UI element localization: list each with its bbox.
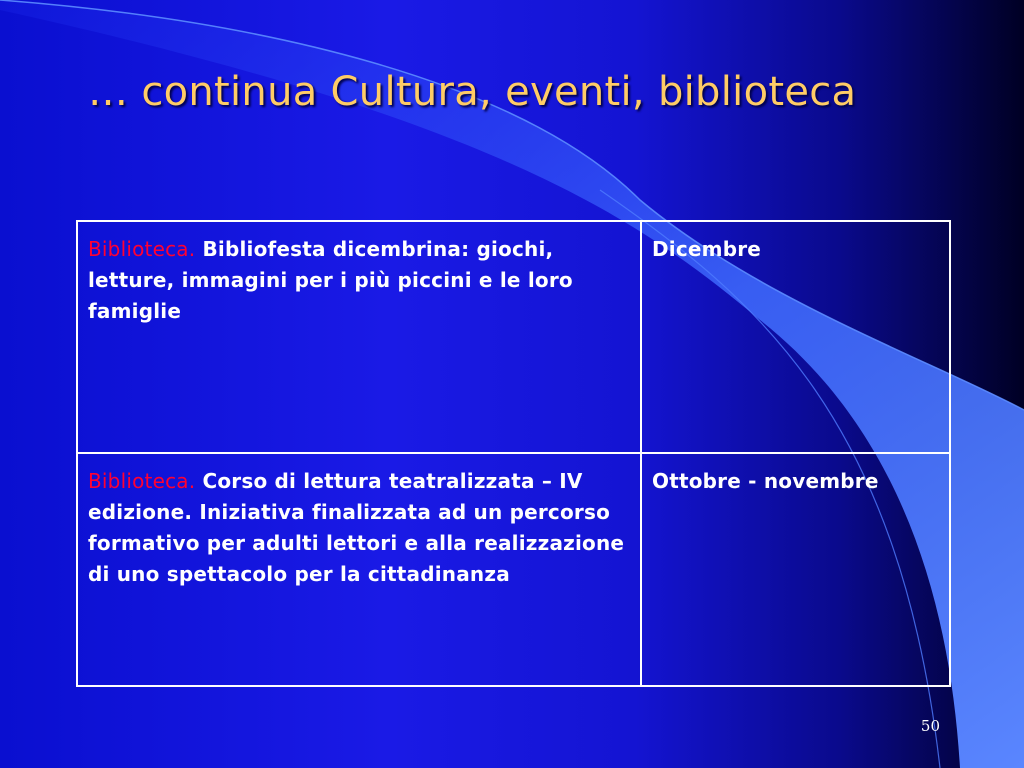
event-label: Biblioteca. <box>88 469 196 493</box>
event-description: Corso di lettura teatralizzata – IV edizione. Iniziativa finalizzata ad un percorso formativo per adulti lettori e alla realizzazione di uno spettacolo per la cittadinanza <box>88 469 625 586</box>
table-row <box>77 453 950 686</box>
event-label: Biblioteca. <box>88 237 196 261</box>
event-period: Ottobre - novembre <box>652 469 879 493</box>
event-description: Bibliofesta dicembrina: giochi, letture, immagini per i più piccini e le loro famiglie <box>88 237 573 323</box>
event-cell <box>77 221 641 453</box>
events-table <box>76 220 951 687</box>
slide-title: … continua Cultura, eventi, biblioteca <box>88 69 857 115</box>
event-period: Dicembre <box>652 237 762 261</box>
period-cell <box>641 453 950 686</box>
event-cell <box>77 453 641 686</box>
period-cell <box>641 221 950 453</box>
table-row <box>77 221 950 453</box>
slide-number: 50 <box>920 717 940 735</box>
